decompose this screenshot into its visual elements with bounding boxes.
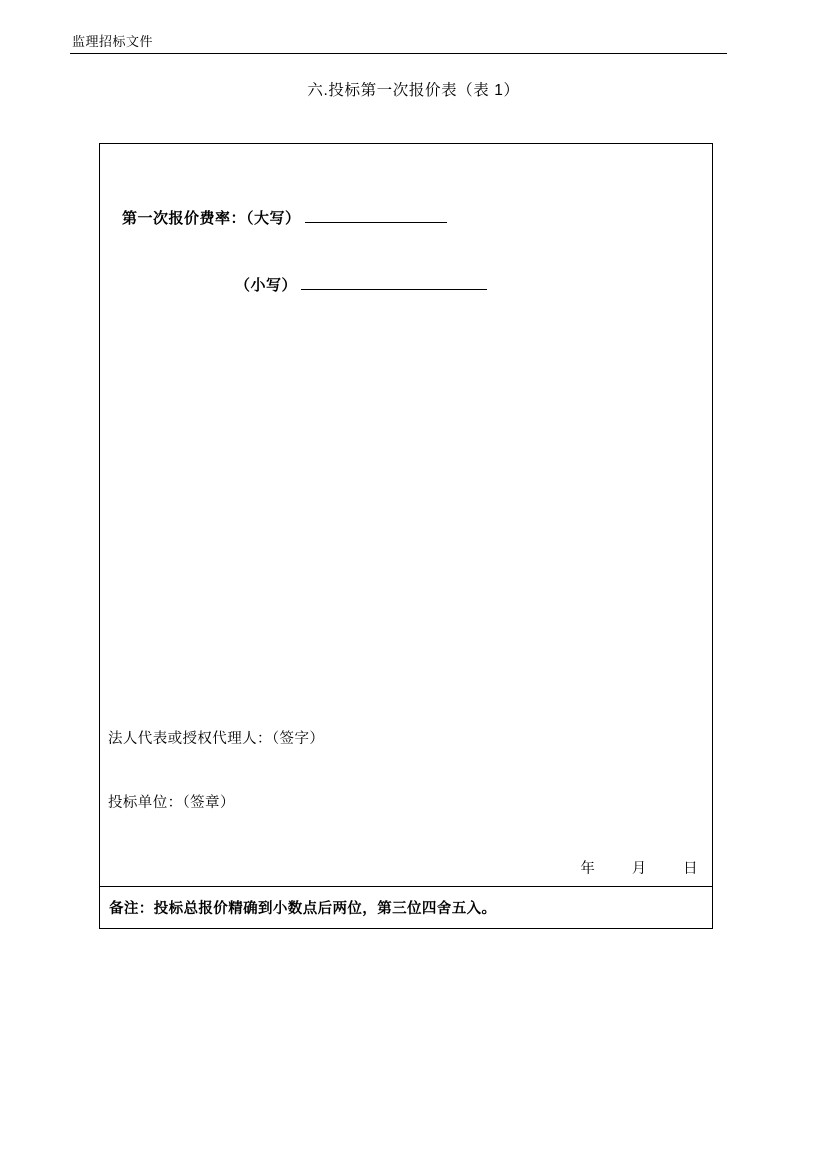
- running-head: 监理招标文件: [72, 34, 154, 49]
- rate-lower-row: [235, 274, 487, 295]
- rate-upper-label: 第一次报价费率：（大写）: [122, 210, 301, 227]
- rate-lower-input[interactable]: [301, 274, 487, 290]
- date-day-label: 日: [683, 861, 698, 877]
- date-month-label: 月: [631, 861, 647, 877]
- legal-representative-signature-label: 法人代表或授权代理人：（签字）: [108, 731, 325, 747]
- note-text: 备注：投标总报价精确到小数点后两位，第三位四舍五入。: [109, 901, 497, 917]
- header-divider: [70, 53, 727, 54]
- rate-upper-input[interactable]: [305, 207, 447, 223]
- note-divider: [100, 886, 712, 887]
- bidder-unit-seal-label: 投标单位：（签章）: [108, 795, 235, 811]
- date-line: [580, 857, 698, 878]
- page-title: 六.投标第一次报价表（表 1）: [307, 82, 520, 99]
- page-header: [70, 33, 727, 54]
- rate-lower-label: （小写）: [235, 277, 298, 294]
- rate-upper-row: [122, 207, 447, 228]
- date-year-label: 年: [580, 861, 596, 877]
- quote-form-box: [99, 143, 713, 929]
